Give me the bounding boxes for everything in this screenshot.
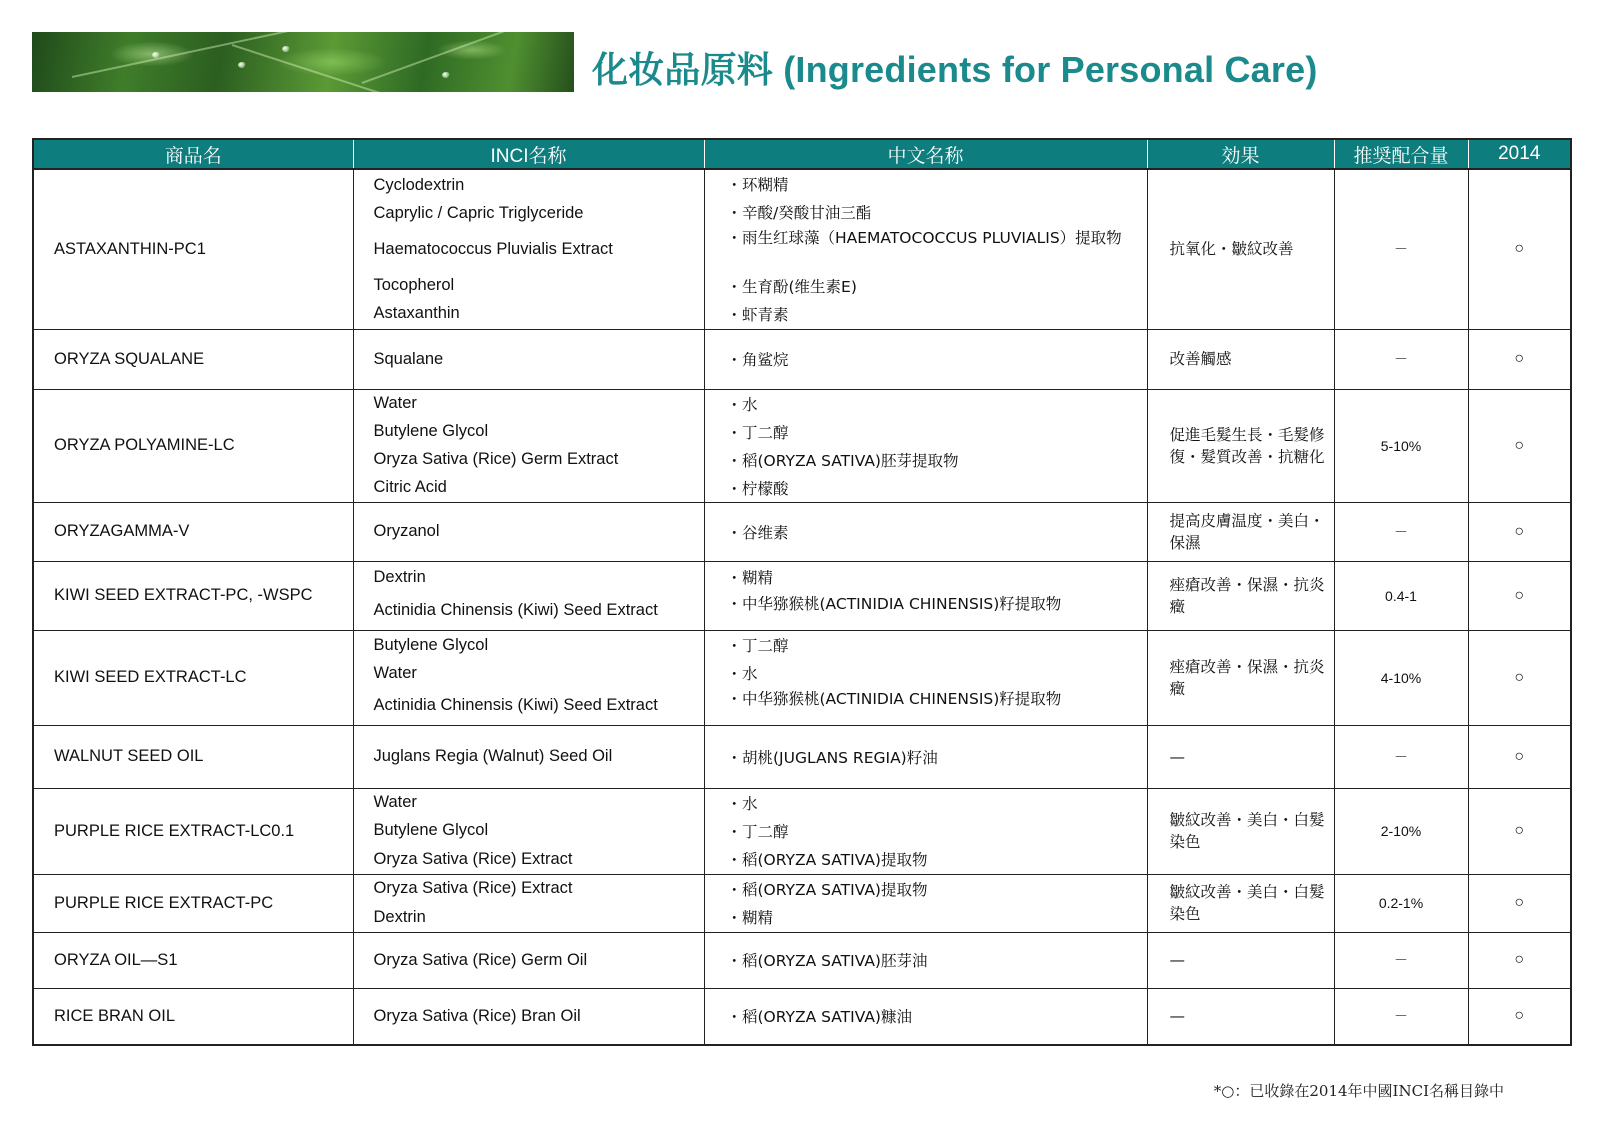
table-row: [33, 502, 1571, 561]
chinese-name: ・丁二醇: [726, 423, 789, 442]
page-title: 化妆品原料 (Ingredients for Personal Care): [592, 49, 1318, 90]
effect-cell: 皺紋改善・美白・白髮染色: [1147, 874, 1334, 932]
inci-name-cell: [353, 725, 704, 788]
chinese-name: ・角鲨烷: [726, 351, 789, 369]
effect-cell: 抗氧化・皺紋改善: [1147, 169, 1334, 329]
effect-cell: —: [1147, 725, 1334, 788]
chinese-name: ・水: [726, 794, 758, 813]
chinese-name: ・水: [726, 664, 758, 683]
effect-cell: 痤瘡改善・保濕・抗炎癥: [1147, 561, 1334, 630]
chinese-name: ・谷维素: [726, 523, 789, 542]
inci-name: Oryza Sativa (Rice) Germ Extract: [373, 450, 619, 468]
chinese-name-cell: [704, 561, 1147, 630]
table-row: [33, 988, 1571, 1045]
chinese-name-cell: [704, 725, 1147, 788]
chinese-name: ・环糊精: [726, 176, 789, 195]
product-name-cell: ASTAXANTHIN-PC1: [33, 169, 353, 329]
product-name-cell: PURPLE RICE EXTRACT-LC0.1: [33, 788, 353, 874]
product-name-cell: RICE BRAN OIL: [33, 988, 353, 1045]
inci-name: Juglans Regia (Walnut) Seed Oil: [373, 747, 613, 765]
table-row: [33, 932, 1571, 988]
inci-name-cell: [353, 329, 704, 389]
chinese-name-cell: [704, 788, 1147, 874]
chinese-name: ・胡桃(JUGLANS REGIA)籽油: [726, 748, 938, 767]
chinese-name: ・水: [726, 395, 758, 414]
inci-2014-listed-cell: ○: [1468, 932, 1571, 988]
effect-cell: 促進毛髮生長・毛髮修復・髮質改善・抗糖化: [1147, 389, 1334, 502]
inci-name: Actinidia Chinensis (Kiwi) Seed Extract: [373, 696, 658, 714]
product-name-cell: ORYZA POLYAMINE-LC: [33, 389, 353, 502]
chinese-name-cell: [704, 932, 1147, 988]
chinese-name: ・丁二醇: [726, 822, 789, 841]
inci-name: Cyclodextrin: [373, 175, 465, 194]
inci-name-cell: [353, 169, 704, 329]
column-header-2014: 2014: [1468, 139, 1571, 169]
chinese-name: ・糊精: [726, 909, 774, 927]
inci-name: Oryza Sativa (Rice) Bran Oil: [373, 1006, 581, 1025]
column-header-effect: 効果: [1147, 139, 1334, 169]
inci-name: Caprylic / Capric Triglyceride: [373, 203, 584, 222]
inci-name-cell: [353, 932, 704, 988]
chinese-name: ・丁二醇: [726, 636, 789, 655]
inci-2014-listed-cell: ○: [1468, 329, 1571, 389]
inci-name: Water: [373, 394, 417, 412]
inci-name: Citric Acid: [373, 478, 447, 496]
recommended-dose-cell: －: [1334, 988, 1468, 1045]
recommended-dose-cell: －: [1334, 725, 1468, 788]
recommended-dose-cell: －: [1334, 932, 1468, 988]
inci-2014-listed-cell: ○: [1468, 630, 1571, 725]
product-name-cell: KIWI SEED EXTRACT-LC: [33, 630, 353, 725]
chinese-name: ・虾青素: [726, 306, 789, 325]
inci-name-cell: [353, 389, 704, 502]
ingredients-table: [32, 138, 1572, 1046]
chinese-name: ・中华猕猴桃(ACTINIDIA CHINENSIS)籽提取物: [726, 594, 1062, 613]
table-header-row: [33, 139, 1571, 169]
table-row: [33, 389, 1571, 502]
column-header-inci: INCI名称: [353, 139, 704, 169]
recommended-dose-cell: 0.4-1: [1334, 561, 1468, 630]
inci-2014-listed-cell: ○: [1468, 725, 1571, 788]
product-name-cell: ORYZA SQUALANE: [33, 329, 353, 389]
inci-name: Dextrin: [373, 907, 426, 926]
inci-2014-listed-cell: ○: [1468, 389, 1571, 502]
chinese-name: ・辛酸/癸酸甘油三酯: [726, 204, 872, 223]
column-header-product: 商品名: [33, 139, 353, 169]
chinese-name-cell: [704, 630, 1147, 725]
table-row: [33, 169, 1571, 329]
chinese-name: ・稻(ORYZA SATIVA)提取物: [726, 880, 928, 899]
table-row: [33, 788, 1571, 874]
inci-name-cell: [353, 630, 704, 725]
inci-2014-listed-cell: ○: [1468, 169, 1571, 329]
chinese-name-cell: [704, 988, 1147, 1045]
inci-2014-listed-cell: ○: [1468, 561, 1571, 630]
inci-2014-listed-cell: ○: [1468, 788, 1571, 874]
product-name-cell: PURPLE RICE EXTRACT-PC: [33, 874, 353, 932]
product-name-cell: WALNUT SEED OIL: [33, 725, 353, 788]
inci-name: Oryzanol: [373, 522, 440, 540]
effect-cell: —: [1147, 988, 1334, 1045]
inci-name-cell: [353, 788, 704, 874]
inci-name: Oryza Sativa (Rice) Extract: [373, 879, 573, 897]
inci-name: Oryza Sativa (Rice) Extract: [373, 849, 573, 868]
table-row: [33, 329, 1571, 389]
inci-name: Actinidia Chinensis (Kiwi) Seed Extract: [373, 601, 658, 619]
product-name-cell: KIWI SEED EXTRACT-PC, -WSPC: [33, 561, 353, 630]
effect-cell: 痤瘡改善・保濕・抗炎癥: [1147, 630, 1334, 725]
chinese-name: ・糊精: [726, 568, 774, 587]
inci-name-cell: [353, 561, 704, 630]
table-row: [33, 874, 1571, 932]
chinese-name-cell: [704, 389, 1147, 502]
table-row: [33, 630, 1571, 725]
chinese-name: ・生育酚(维生素E): [726, 278, 857, 297]
chinese-name: ・柠檬酸: [726, 479, 789, 498]
inci-name: Water: [373, 793, 417, 811]
column-header-dose: 推奨配合量: [1334, 139, 1468, 169]
chinese-name-cell: [704, 329, 1147, 389]
chinese-name: ・雨生红球藻（HAEMATOCOCCUS PLUVIALIS）提取物: [726, 229, 1122, 248]
chinese-name: ・稻(ORYZA SATIVA)糠油: [726, 1008, 912, 1026]
inci-2014-listed-cell: ○: [1468, 874, 1571, 932]
recommended-dose-cell: 2-10%: [1334, 788, 1468, 874]
inci-2014-listed-cell: ○: [1468, 988, 1571, 1045]
chinese-name-cell: [704, 874, 1147, 932]
recommended-dose-cell: －: [1334, 329, 1468, 389]
inci-name: Water: [373, 664, 417, 682]
table-row: [33, 561, 1571, 630]
recommended-dose-cell: 5-10%: [1334, 389, 1468, 502]
inci-name: Butylene Glycol: [373, 821, 489, 839]
column-header-chinese-name: 中文名称: [704, 139, 1147, 169]
chinese-name-cell: [704, 169, 1147, 329]
chinese-name: ・稻(ORYZA SATIVA)胚芽油: [726, 952, 928, 970]
inci-name-cell: [353, 502, 704, 561]
product-name-cell: ORYZAGAMMA-V: [33, 502, 353, 561]
recommended-dose-cell: 0.2-1%: [1334, 874, 1468, 932]
leaf-banner-image: [32, 32, 574, 92]
effect-cell: —: [1147, 932, 1334, 988]
inci-name: Butylene Glycol: [373, 422, 489, 440]
footnote: *○：已收錄在2014年中國INCI名稱目錄中: [1213, 1082, 1504, 1100]
inci-name: Oryza Sativa (Rice) Germ Oil: [373, 950, 588, 969]
inci-name: Haematococcus Pluvialis Extract: [373, 239, 613, 258]
effect-cell: 皺紋改善・美白・白髮染色: [1147, 788, 1334, 874]
chinese-name-cell: [704, 502, 1147, 561]
effect-cell: 改善觸感: [1147, 329, 1334, 389]
inci-name: Dextrin: [373, 568, 426, 586]
effect-cell: 提高皮膚温度・美白・保濕: [1147, 502, 1334, 561]
inci-name: Butylene Glycol: [373, 636, 489, 654]
inci-name: Tocopherol: [373, 275, 455, 294]
table-row: [33, 725, 1571, 788]
inci-2014-listed-cell: ○: [1468, 502, 1571, 561]
recommended-dose-cell: －: [1334, 169, 1468, 329]
recommended-dose-cell: －: [1334, 502, 1468, 561]
inci-name-cell: [353, 874, 704, 932]
chinese-name: ・中华猕猴桃(ACTINIDIA CHINENSIS)籽提取物: [726, 689, 1062, 708]
inci-name-cell: [353, 988, 704, 1045]
inci-name: Astaxanthin: [373, 303, 460, 322]
chinese-name: ・稻(ORYZA SATIVA)提取物: [726, 851, 928, 869]
chinese-name: ・稻(ORYZA SATIVA)胚芽提取物: [726, 451, 959, 470]
recommended-dose-cell: 4-10%: [1334, 630, 1468, 725]
inci-name: Squalane: [373, 349, 444, 368]
product-name-cell: ORYZA OIL—S1: [33, 932, 353, 988]
